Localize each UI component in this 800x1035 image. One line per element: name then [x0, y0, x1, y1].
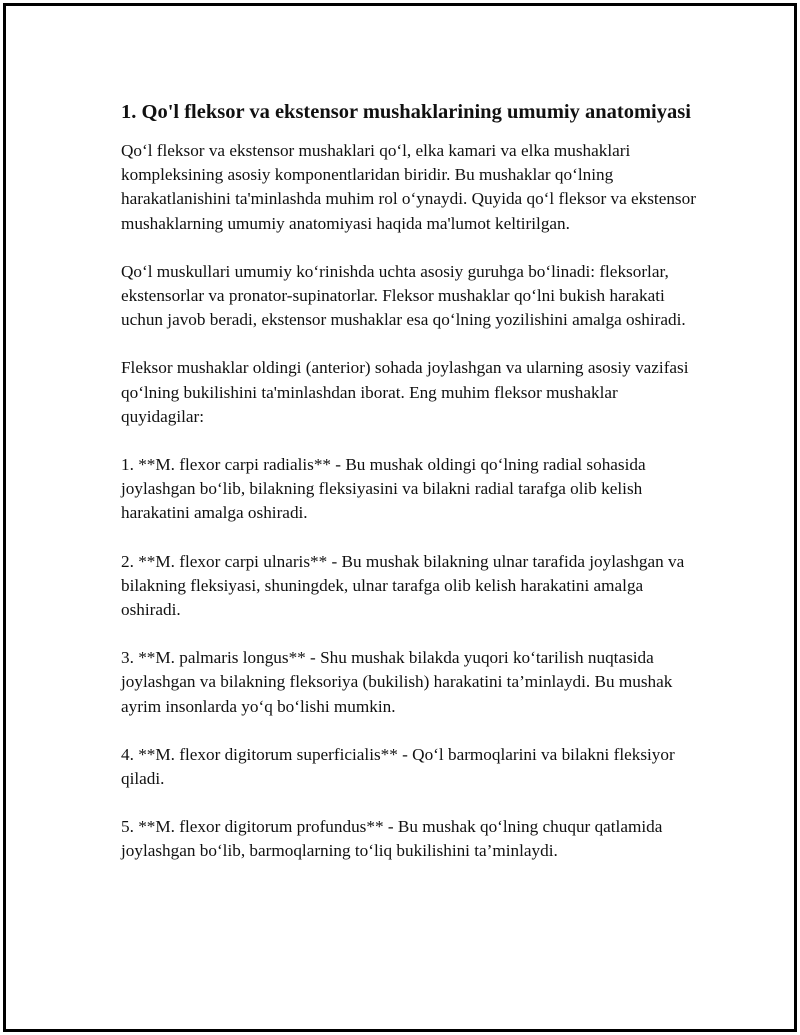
document-body	[121, 99, 701, 888]
list-item-palmaris-longus: 3. **M. palmaris longus** - Shu mushak bilakda yuqori ko‘tarilish nuqtasida joylashgan va bilakning fleksoriya (bukilish) harakatini ta’minlaydi. Bu mushak ayrim insonlarda yo‘q bo‘lishi mumkin.	[121, 648, 673, 716]
paragraph-muscle-groups: Qo‘l muskullari umumiy ko‘rinishda uchta asosiy guruhga bo‘linadi: fleksorlar, ekstensorlar va pronator-supinatorlar. Fleksor mushaklar qo‘lni bukish harakati uchun javob beradi, ekstensor mushaklar esa qo‘lning yozilishini amalga oshiradi.	[121, 261, 686, 330]
paragraph-intro: Qo‘l fleksor va ekstensor mushaklari qo‘l, elka kamari va elka mushaklari kompleksining asosiy komponentlaridan biridir. Bu mushaklar qo‘lning harakatlanishini ta'minlashda muhim rol o‘ynaydi. Quyida qo‘l fleksor va ekstensor mushaklarning umumiy anatomiyasi haqida ma'lumot keltirilgan.	[121, 141, 696, 233]
list-item-flexor-carpi-radialis: 1. **M. flexor carpi radialis** - Bu mushak oldingi qo‘lning radial sohasida joylashgan bo‘lib, bilakning fleksiyasini va bilakni radial tarafga olib kelish harakatini amalga oshiradi.	[121, 455, 646, 523]
list-item-flexor-digitorum-profundus: 5. **M. flexor digitorum profundus** - Bu mushak qo‘lning chuqur qatlamida joylashgan bo‘lib, barmoqlarning to‘liq bukilishini ta’minlaydi.	[121, 817, 663, 861]
document-title: 1. Qo'l fleksor va ekstensor mushaklarining umumiy anatomiyasi	[121, 101, 691, 123]
page-border	[3, 3, 797, 1032]
paragraph-flexor-overview: Fleksor mushaklar oldingi (anterior) sohada joylashgan va ularning asosiy vazifasi qo‘lning bukilishini ta'minlashdan iborat. Eng muhim fleksor mushaklar quyidagilar:	[121, 358, 689, 426]
list-item-flexor-carpi-ulnaris: 2. **M. flexor carpi ulnaris** - Bu mushak bilakning ulnar tarafida joylashgan va bilakning fleksiyasi, shuningdek, ulnar tarafga olib kelish harakatini amalga oshiradi.	[121, 551, 685, 620]
list-item-flexor-digitorum-superficialis: 4. **M. flexor digitorum superficialis** - Qo‘l barmoqlarini va bilakni fleksiyor qiladi.	[121, 744, 675, 789]
